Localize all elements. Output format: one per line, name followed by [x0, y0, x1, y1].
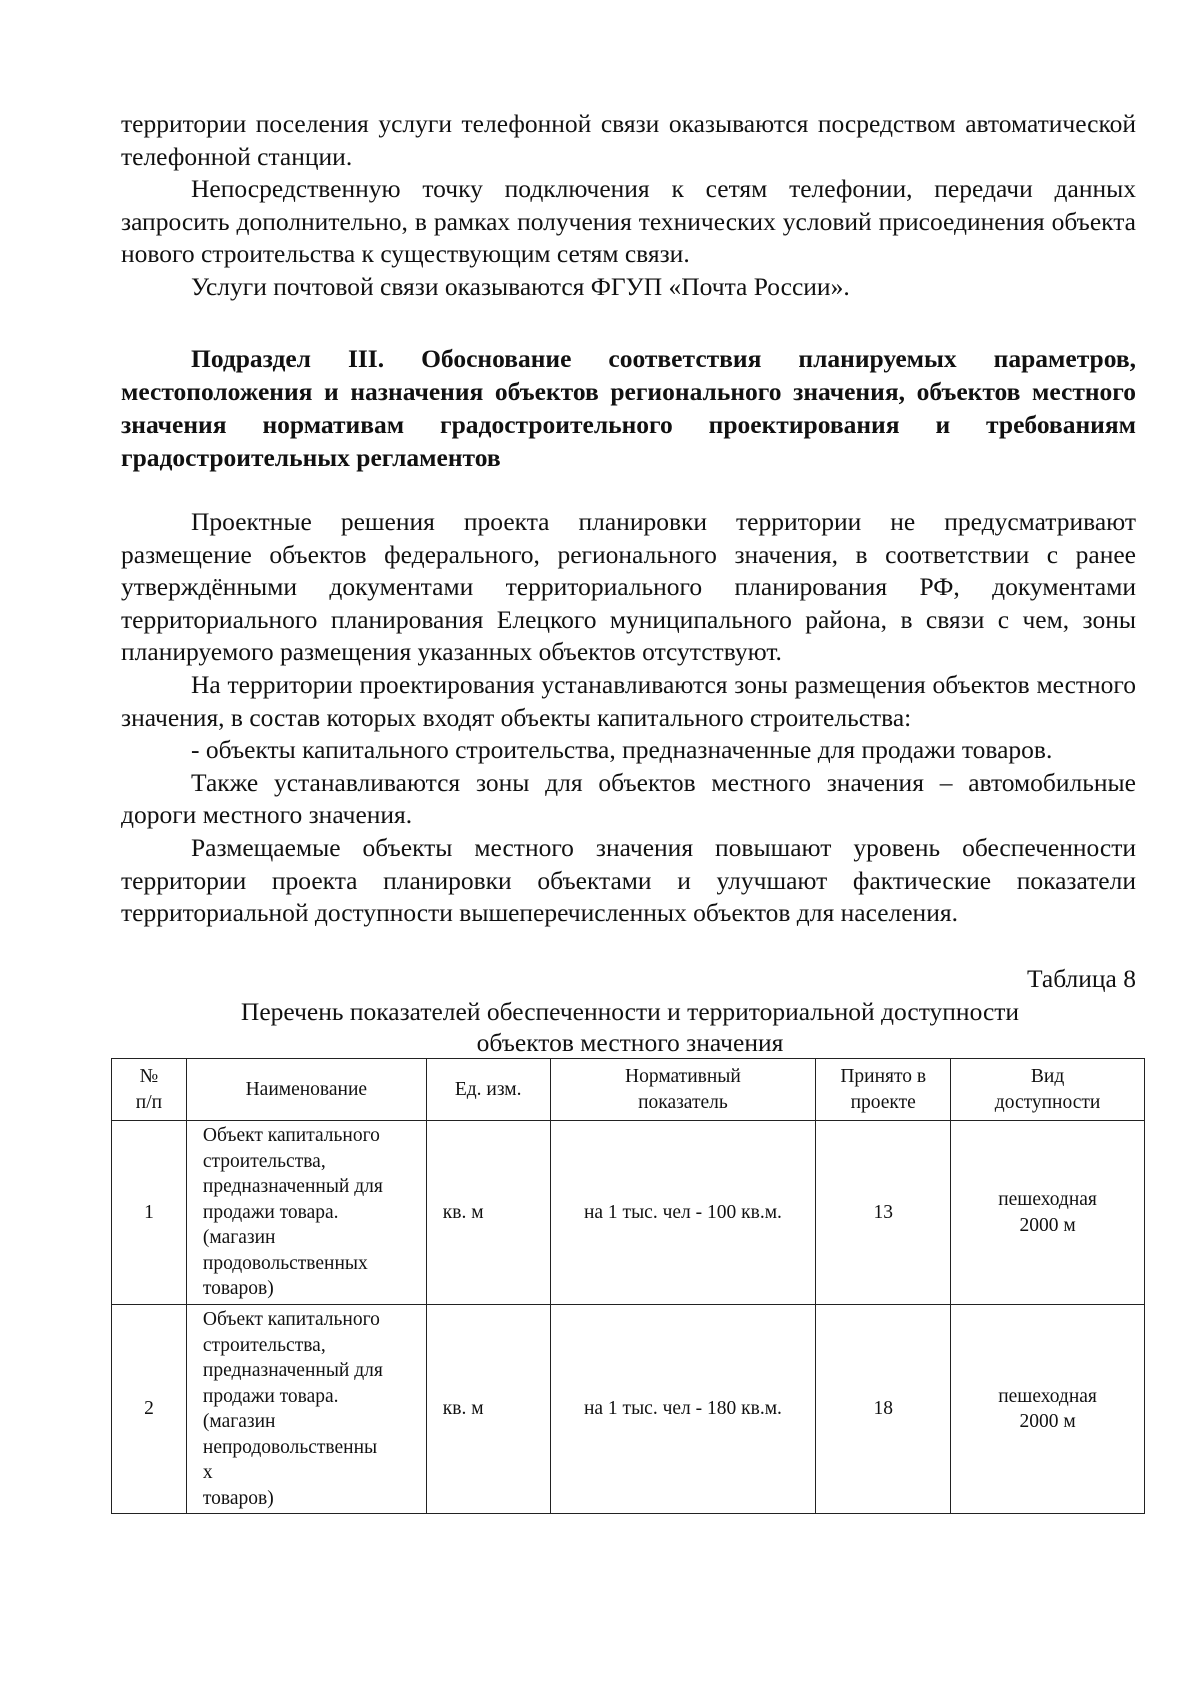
cell-access: пешеходная 2000 м	[951, 1305, 1145, 1514]
cell-unit: кв. м	[426, 1121, 550, 1305]
header-name: Наименование	[186, 1059, 426, 1121]
cell-num: 1	[112, 1121, 187, 1305]
paragraph-provision: Размещаемые объекты местного значения повышают уровень обеспеченности территории проекта планировки объектами и улучшают фактические показатели территориальной доступности вышеперечисленных объектов для населения.	[121, 832, 1136, 928]
paragraph-project-decisions: Проектные решения проекта планировки территории не предусматривают размещение объектов федерального, регионального значения, в соответствии с ранее утверждёнными документами территориального планирования РФ, документами территориального планирования Елецкого муниципального района, в связи с чем, зоны планируемого размещения указанных объектов отсутствуют.	[121, 507, 1136, 667]
cell-num: 2	[112, 1305, 187, 1514]
header-access: Вид доступности	[951, 1059, 1145, 1121]
table-caption: Перечень показателей обеспеченности и территориальной доступности объектов местного значения	[240, 997, 1020, 1057]
cell-accepted: 13	[816, 1121, 951, 1305]
cell-name: Объект капитального строительства, предназначенный для продажи товара. (магазин непродовольственны х товаров)	[186, 1305, 426, 1514]
section-heading: Подраздел III. Обоснование соответствия планируемых параметров, местоположения и назначения объектов регионального значения, объектов местного значения нормативам градостроительного проектирования и требованиям градостроительных регламентов	[121, 344, 1136, 472]
table-row	[112, 1121, 1145, 1305]
paragraph-zones: На территории проектирования устанавливаются зоны размещения объектов местного значения, в состав которых входят объекты капитального строительства:	[121, 669, 1136, 732]
paragraph-roads: Также устанавливаются зоны для объектов местного значения – автомобильные дороги местного значения.	[121, 767, 1136, 830]
cell-norm: на 1 тыс. чел - 100 кв.м.	[550, 1121, 816, 1305]
paragraph-postal: Услуги почтовой связи оказываются ФГУП «Почта России».	[191, 271, 850, 301]
body-block	[121, 506, 1136, 930]
paragraph-telephone: территории поселения услуги телефонной связи оказываются посредством автоматической телефонной станции.	[121, 109, 1136, 171]
indicators-table	[111, 1058, 1145, 1514]
header-num: № п/п	[112, 1059, 187, 1121]
paragraph-connection: Непосредственную точку подключения к сетям телефонии, передачи данных запросить дополнительно, в рамках получения технических условий присоединения объекта нового строительства к существующим сетям связи.	[121, 174, 1136, 269]
table-row	[112, 1305, 1145, 1514]
cell-name: Объект капитального строительства, предназначенный для продажи товара. (магазин продовольственных товаров)	[186, 1121, 426, 1305]
cell-norm: на 1 тыс. чел - 180 кв.м.	[550, 1305, 816, 1514]
table-label: Таблица 8	[1026, 964, 1136, 993]
table-header-row	[112, 1059, 1145, 1121]
header-accepted: Принято в проекте	[816, 1059, 951, 1121]
intro-block	[121, 108, 1136, 304]
cell-accepted: 18	[816, 1305, 951, 1514]
paragraph-list-item: - объекты капитального строительства, предназначенные для продажи товаров.	[191, 735, 1053, 765]
header-unit: Ед. изм.	[426, 1059, 550, 1121]
cell-access: пешеходная 2000 м	[951, 1121, 1145, 1305]
header-norm: Нормативный показатель	[550, 1059, 816, 1121]
cell-unit: кв. м	[426, 1305, 550, 1514]
